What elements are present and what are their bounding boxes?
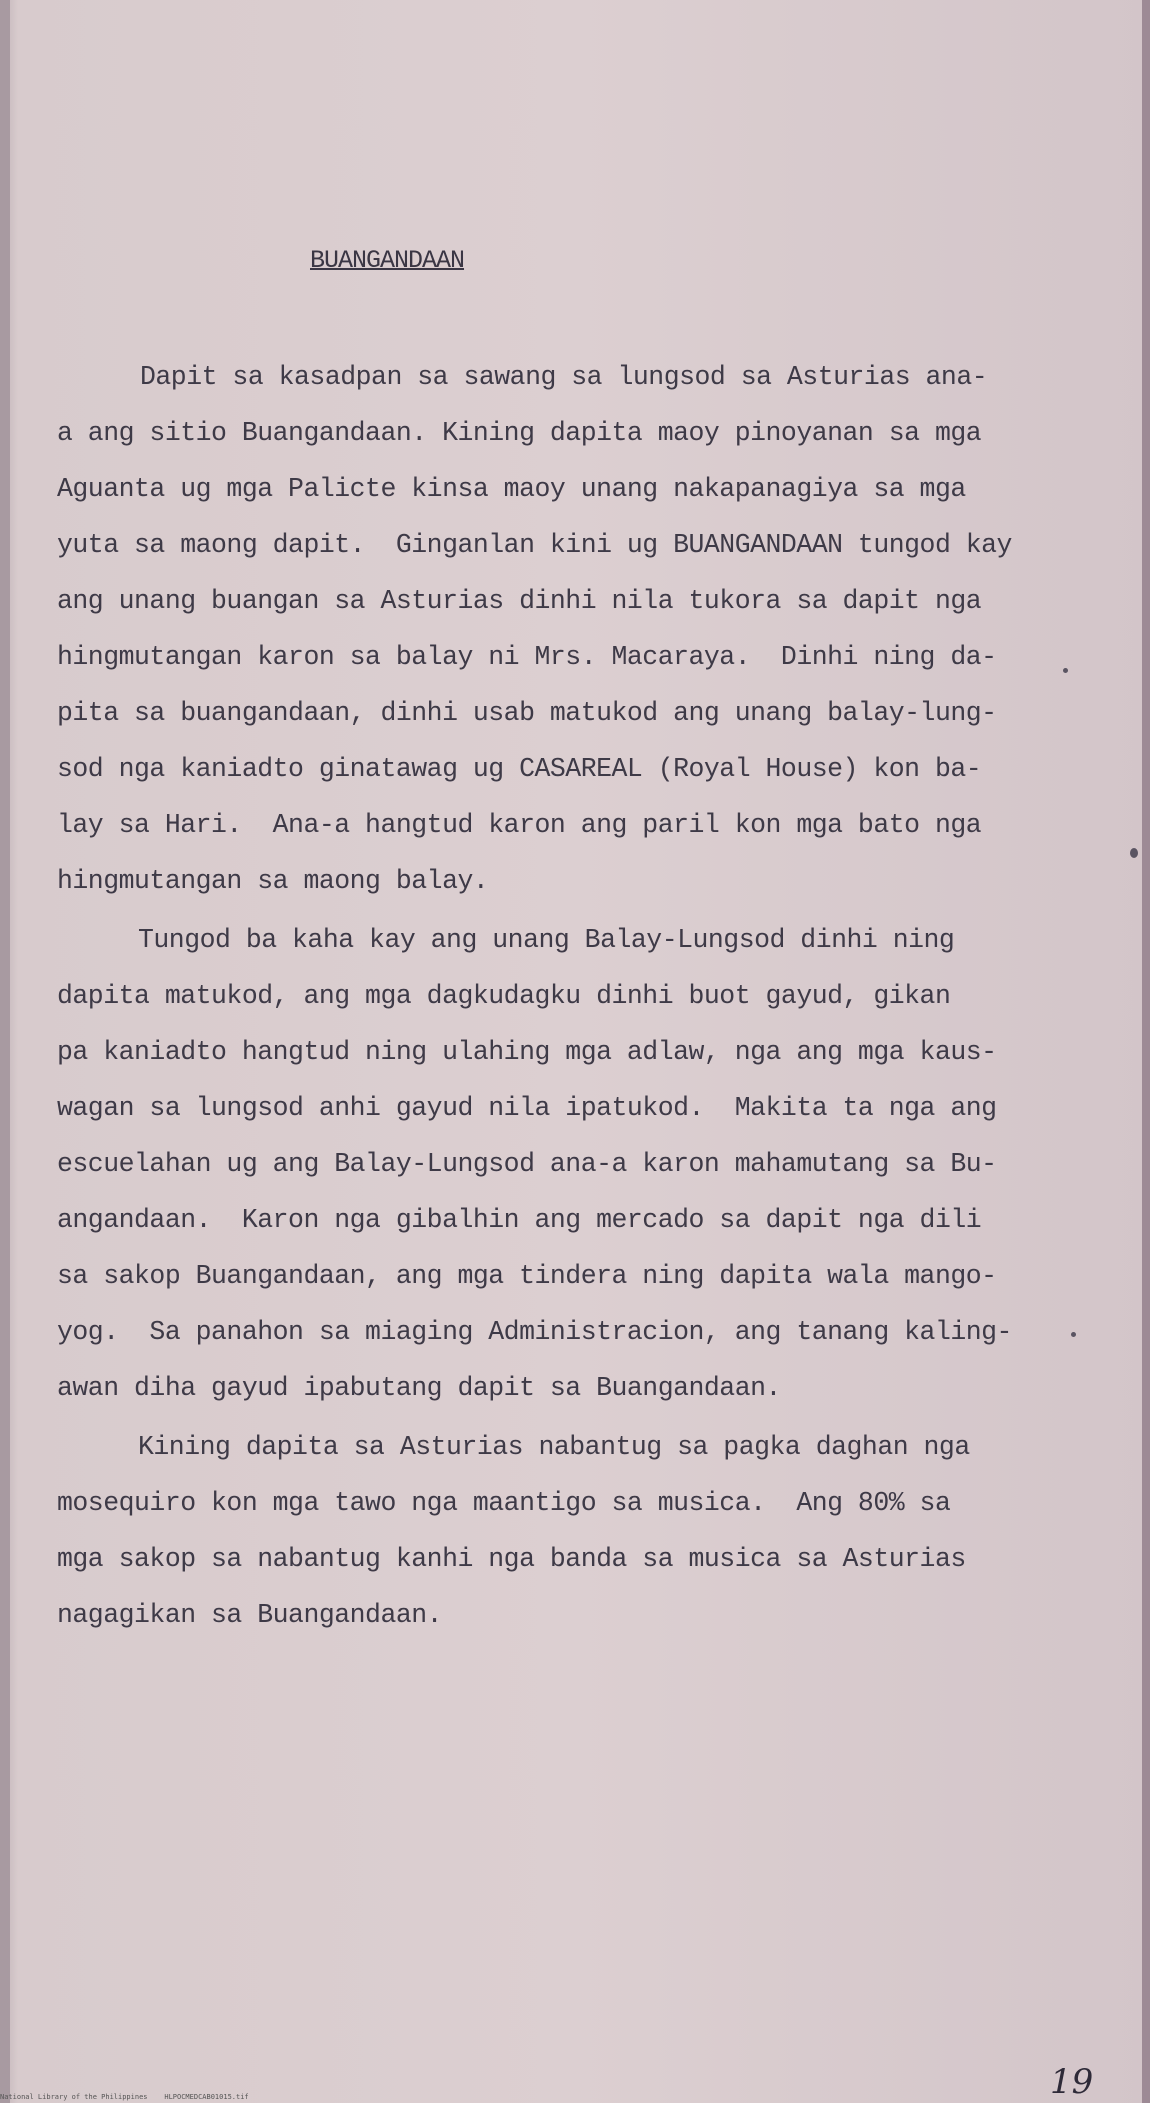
binding-edge (1142, 0, 1150, 2103)
scan-footer: National Library of the Philippines HLPOCMEDCAB01015.tif (0, 2093, 249, 2101)
ink-speck (1130, 848, 1138, 858)
text-line: ang unang buangan sa Asturias dinhi nila tukora sa dapit nga (57, 586, 982, 616)
text-line: wagan sa lungsod anhi gayud nila ipatukod. Makita ta nga ang (57, 1093, 997, 1123)
text-line: sod nga kaniadto ginatawag ug CASAREAL (Royal House) kon ba- (57, 754, 982, 784)
text-line: sa sakop Buangandaan, ang mga tindera ning dapita wala mango- (57, 1261, 997, 1291)
document-title: BUANGANDAAN (310, 246, 465, 275)
text-line: awan diha gayud ipabutang dapit sa Buangandaan. (57, 1373, 781, 1403)
text-line: Tungod ba kaha kay ang unang Balay-Lungsod dinhi ning (138, 925, 955, 955)
text-line: hingmutangan karon sa balay ni Mrs. Macaraya. Dinhi ning da- (57, 642, 997, 672)
page-number: 19 (1050, 2062, 1094, 2102)
text-line: Aguanta ug mga Palicte kinsa maoy unang nakapanagiya sa mga (57, 474, 966, 504)
ink-speck (1071, 1332, 1076, 1337)
text-line: yog. Sa panahon sa miaging Administracion, ang tanang kaling- (57, 1317, 1012, 1347)
scan-edge-shadow (0, 0, 10, 2103)
text-line: pa kaniadto hangtud ning ulahing mga adlaw, nga ang mga kaus- (57, 1037, 997, 1067)
ink-speck (1063, 668, 1068, 673)
text-line: yuta sa maong dapit. Ginganlan kini ug BUANGANDAAN tungod kay (57, 530, 1012, 560)
text-line: hingmutangan sa maong balay. (57, 866, 489, 896)
text-line: Kining dapita sa Asturias nabantug sa pagka daghan nga (138, 1432, 970, 1462)
text-line: nagagikan sa Buangandaan. (57, 1600, 443, 1630)
text-line: dapita matukod, ang mga dagkudagku dinhi buot gayud, gikan (57, 981, 951, 1011)
text-line: Dapit sa kasadpan sa sawang sa lungsod sa Asturias ana- (140, 362, 988, 392)
text-line: mosequiro kon mga tawo nga maantigo sa musica. Ang 80% sa (57, 1488, 951, 1518)
text-line: mga sakop sa nabantug kanhi nga banda sa musica sa Asturias (57, 1544, 966, 1574)
text-line: a ang sitio Buangandaan. Kining dapita maoy pinoyanan sa mga (57, 418, 982, 448)
text-line: escuelahan ug ang Balay-Lungsod ana-a karon mahamutang sa Bu- (57, 1149, 997, 1179)
text-line: pita sa buangandaan, dinhi usab matukod ang unang balay-lung- (57, 698, 997, 728)
text-line: lay sa Hari. Ana-a hangtud karon ang paril kon mga bato nga (57, 810, 982, 840)
text-line: angandaan. Karon nga gibalhin ang mercado sa dapit nga dili (57, 1205, 982, 1235)
